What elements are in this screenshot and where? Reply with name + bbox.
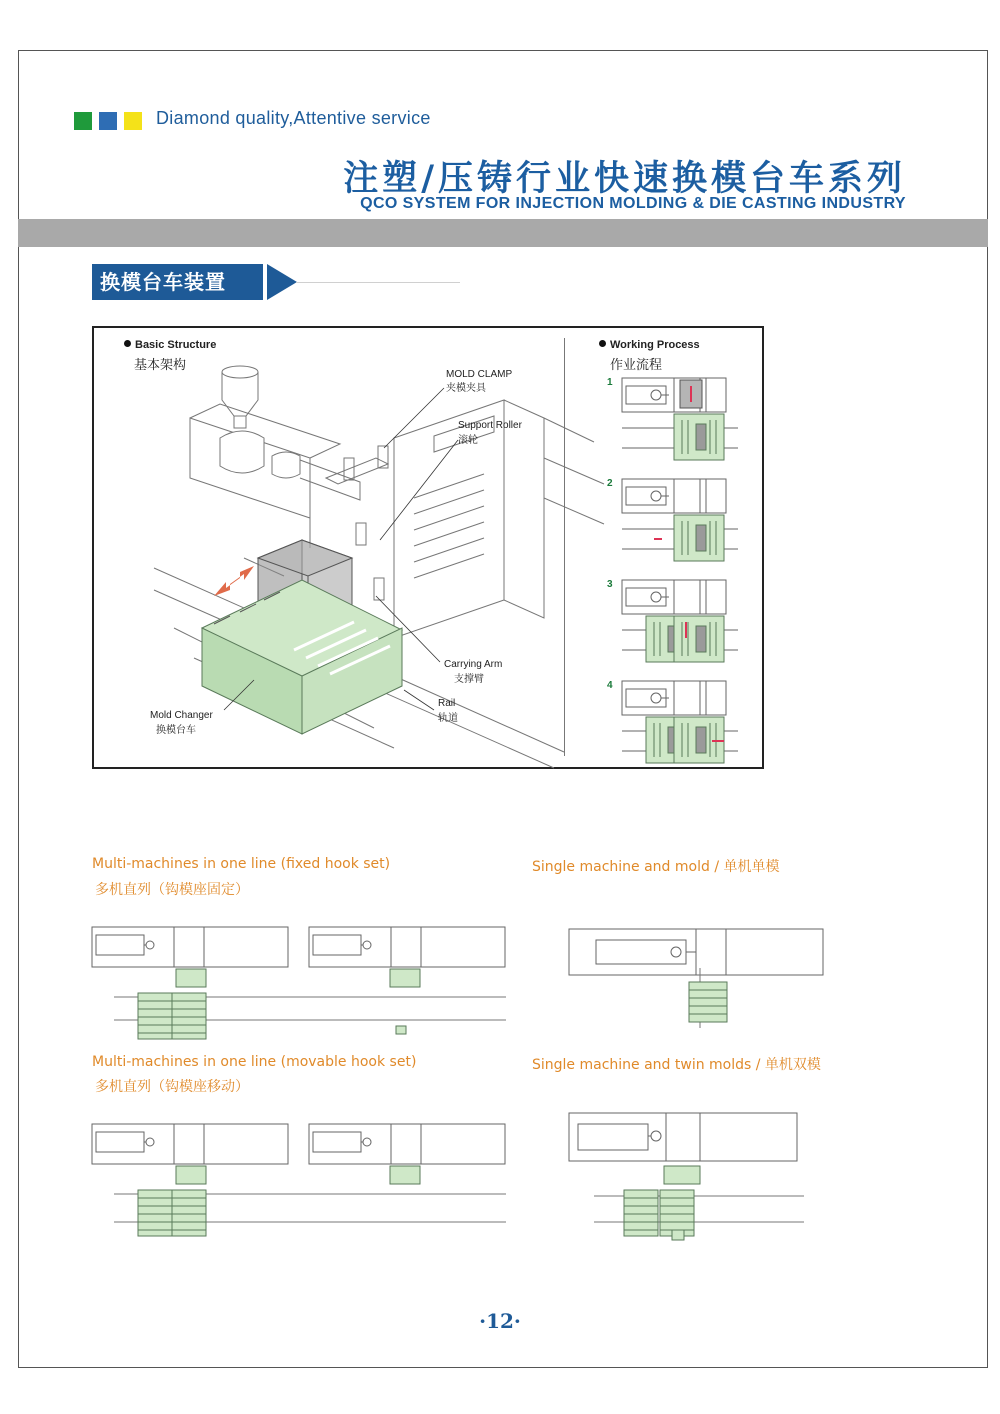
working-process-heading: Working Process (599, 339, 700, 351)
step-number-3: 3 (607, 579, 613, 590)
section-title: 换模台车装置 (92, 264, 263, 300)
basic-structure-heading: Basic Structure (124, 339, 216, 351)
movable-hook-diagram (92, 1124, 506, 1236)
twin-molds-caption: Single machine and twin molds / 单机双模 (532, 1057, 821, 1073)
movable-hook-caption-cn: 多机直列（钩模座移动） (95, 1079, 249, 1095)
tagline: Diamond quality,Attentive service (156, 108, 431, 128)
fixed-hook-caption: Multi-machines in one line (fixed hook set) (92, 856, 391, 872)
mold-clamp-label-cn: 夹模夹具 (446, 383, 486, 394)
carrying-arm-label-cn: 支撑臂 (454, 674, 484, 685)
mold-changer-label: Mold Changer (150, 710, 213, 721)
mold-clamp-label: MOLD CLAMP (446, 369, 513, 380)
page-title-cn: 注塑/压铸行业快速换模台车系列 (343, 159, 906, 199)
movable-hook-caption: Multi-machines in one line (movable hook set) (92, 1054, 417, 1070)
support-roller-label: Support Roller (458, 420, 522, 431)
support-roller-label-cn: 滚轮 (458, 435, 478, 446)
fixed-hook-caption-cn: 多机直列（钩模座固定） (95, 882, 249, 898)
carrying-arm-label: Carrying Arm (444, 659, 503, 670)
basic-structure-heading-cn: 基本架构 (134, 358, 187, 373)
rail-label: Rail (438, 698, 456, 709)
rail-label-cn: 轨道 (438, 713, 458, 724)
single-mold-caption: Single machine and mold / 单机单模 (532, 859, 780, 875)
working-process-heading-cn: 作业流程 (610, 358, 663, 373)
mold-changer-label-cn: 换模台车 (156, 725, 196, 736)
step-number-2: 2 (607, 478, 613, 489)
page-number: ·12· (479, 1309, 521, 1333)
step-number-4: 4 (607, 680, 613, 691)
step-number-1: 1 (607, 377, 613, 388)
single-mold-diagram (569, 929, 823, 1028)
twin-molds-diagram (569, 1113, 804, 1240)
fixed-hook-diagram (92, 927, 506, 1039)
page-title-en: QCO SYSTEM FOR INJECTION MOLDING & DIE CASTING INDUSTRY (360, 195, 906, 212)
